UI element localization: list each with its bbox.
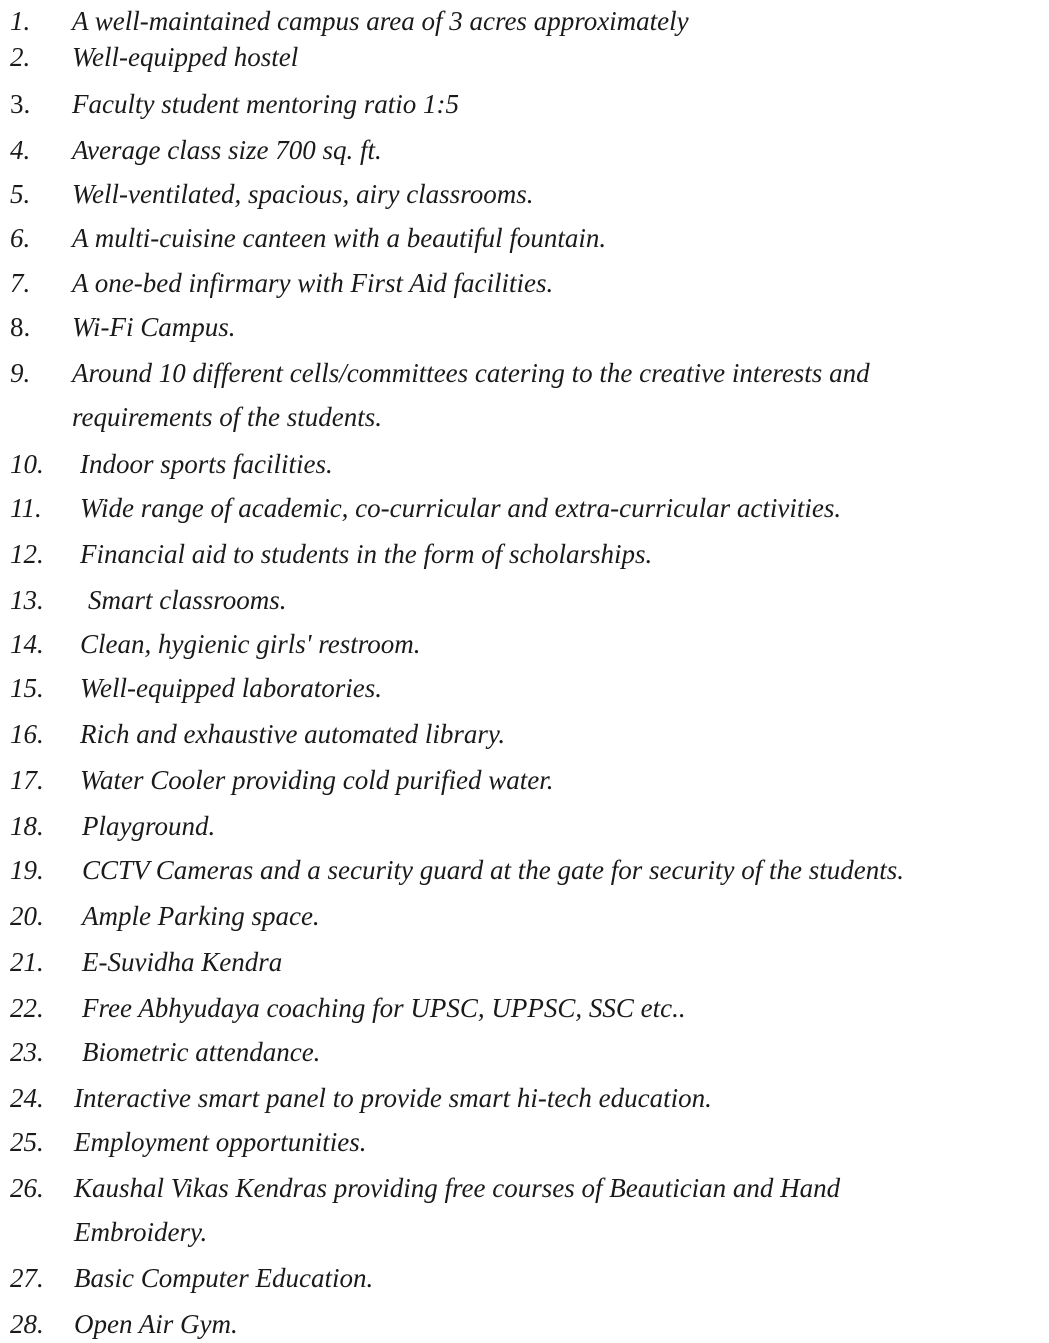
item-text: Ample Parking space. <box>82 901 320 931</box>
item-number: 11. <box>10 493 42 523</box>
item-text: Kaushal Vikas Kendras providing free courses of Beautician and Hand <box>74 1173 841 1203</box>
item-text: Rich and exhaustive automated library. <box>80 719 506 749</box>
item-number: 5. <box>10 179 31 209</box>
item-number: 23. <box>10 1037 44 1067</box>
item-number: 16. <box>10 719 44 749</box>
item-number: 22. <box>10 993 44 1023</box>
item-number: 1. <box>10 6 31 36</box>
item-number: 12. <box>10 539 44 569</box>
item-text: Employment opportunities. <box>74 1127 367 1157</box>
item-number: 10. <box>10 449 44 479</box>
item-number: 15. <box>10 673 44 703</box>
item-text: Financial aid to students in the form of scholarships. <box>80 539 653 569</box>
item-number: 8. <box>10 312 31 342</box>
item-text: Wi-Fi Campus. <box>72 312 236 342</box>
item-text: Free Abhyudaya coaching for UPSC, UPPSC, SSC etc.. <box>82 993 686 1023</box>
item-number: 4. <box>10 135 31 165</box>
item-number: 26. <box>10 1173 44 1203</box>
item-text: Biometric attendance. <box>82 1037 321 1067</box>
item-text: A one-bed infirmary with First Aid facilities. <box>72 268 554 298</box>
item-text: Wide range of academic, co-curricular and extra-curricular activities. <box>80 493 842 523</box>
item-text: Basic Computer Education. <box>74 1263 374 1293</box>
item-number: 13. <box>10 585 44 615</box>
item-text: Average class size 700 sq. ft. <box>72 135 382 165</box>
item-number: 7. <box>10 268 31 298</box>
item-number: 14. <box>10 629 44 659</box>
item-text: Well-equipped hostel <box>72 42 299 72</box>
item-text: Faculty student mentoring ratio 1:5 <box>72 89 459 119</box>
item-number: 6. <box>10 223 31 253</box>
item-text: Smart classrooms. <box>88 585 287 615</box>
item-text: A multi-cuisine canteen with a beautiful fountain. <box>72 223 607 253</box>
item-text: Water Cooler providing cold purified water. <box>80 765 554 795</box>
item-number: 21. <box>10 947 44 977</box>
item-text: requirements of the students. <box>72 402 382 432</box>
item-number: 9. <box>10 358 31 388</box>
item-text: Well-equipped laboratories. <box>80 673 382 703</box>
item-number: 20. <box>10 901 44 931</box>
item-number: 18. <box>10 811 44 841</box>
item-text: Playground. <box>82 811 216 841</box>
item-text: Indoor sports facilities. <box>80 449 333 479</box>
item-number: 17. <box>10 765 44 795</box>
item-text: Around 10 different cells/committees catering to the creative interests and <box>72 358 870 388</box>
item-number: 28. <box>10 1309 44 1339</box>
item-number: 27. <box>10 1263 44 1293</box>
item-number: 25. <box>10 1127 44 1157</box>
item-number: 2. <box>10 42 31 72</box>
item-number: 19. <box>10 855 44 885</box>
item-text: Interactive smart panel to provide smart hi-tech education. <box>74 1083 712 1113</box>
item-number: 3. <box>10 89 31 119</box>
item-text: CCTV Cameras and a security guard at the gate for security of the students. <box>82 855 904 885</box>
item-text: E-Suvidha Kendra <box>82 947 283 977</box>
item-number: 24. <box>10 1083 44 1113</box>
item-text: A well-maintained campus area of 3 acres approximately <box>72 6 689 36</box>
item-text: Open Air Gym. <box>74 1309 238 1339</box>
item-text: Embroidery. <box>74 1217 208 1247</box>
item-text: Clean, hygienic girls' restroom. <box>80 629 421 659</box>
item-text: Well-ventilated, spacious, airy classrooms. <box>72 179 534 209</box>
